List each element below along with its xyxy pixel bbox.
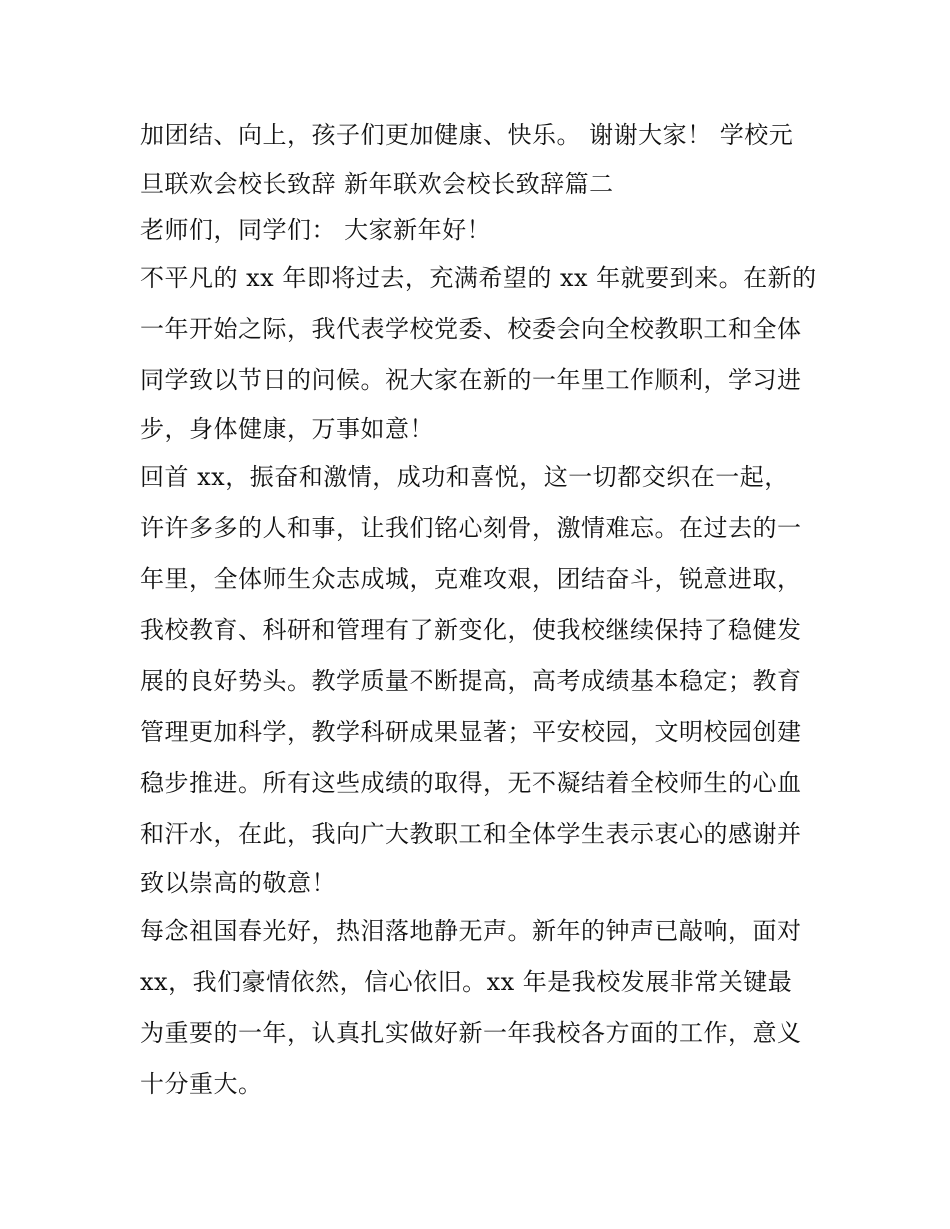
text-line: 致以崇高的敬意！ <box>140 869 336 897</box>
text-line: 我校教育、科研和管理有了新变化，使我校继续保持了稳健发 <box>140 616 802 644</box>
document-body <box>140 110 820 1110</box>
text-line: 老师们，同学们： 大家新年好！ <box>140 216 492 244</box>
text-line: 管理更加科学，教学科研成果显著；平安校园，文明校园创建 <box>140 718 802 746</box>
text-line: 一年开始之际，我代表学校党委、校委会向全校教职工和全体 <box>140 315 802 343</box>
text-line: 加团结、向上，孩子们更加健康、快乐。 谢谢大家！ 学校元 <box>140 121 794 149</box>
text-line: 年里，全体师生众志成城，克难攻艰，团结奋斗，锐意进取， <box>140 565 802 593</box>
text-line: 旦联欢会校长致辞 新年联欢会校长致辞篇二 <box>140 170 614 198</box>
text-line: 不平凡的 xx 年即将过去，充满希望的 xx 年就要到来。在新的 <box>140 264 817 292</box>
text-line: 许许多多的人和事，让我们铭心刻骨，激情难忘。在过去的一 <box>140 514 802 542</box>
text-line: 回首 xx，振奋和激情，成功和喜悦，这一切都交织在一起， <box>140 463 789 491</box>
text-line: 稳步推进。所有这些成绩的取得，无不凝结着全校师生的心血 <box>140 769 802 797</box>
text-line: 同学致以节日的问候。祝大家在新的一年里工作顺利，学习进 <box>140 366 802 394</box>
text-line: 每念祖国春光好，热泪落地静无声。新年的钟声已敲响，面对 <box>140 917 802 945</box>
text-line: 十分重大。 <box>140 1070 263 1098</box>
text-line: 展的良好势头。教学质量不断提高，高考成绩基本稳定；教育 <box>140 667 802 695</box>
text-line: 为重要的一年，认真扎实做好新一年我校各方面的工作，意义 <box>140 1019 802 1047</box>
text-line: 步，身体健康，万事如意！ <box>140 415 434 443</box>
text-line: 和汗水，在此，我向广大教职工和全体学生表示衷心的感谢并 <box>140 820 802 848</box>
text-line: xx，我们豪情依然，信心依旧。xx 年是我校发展非常关键最 <box>140 968 793 996</box>
